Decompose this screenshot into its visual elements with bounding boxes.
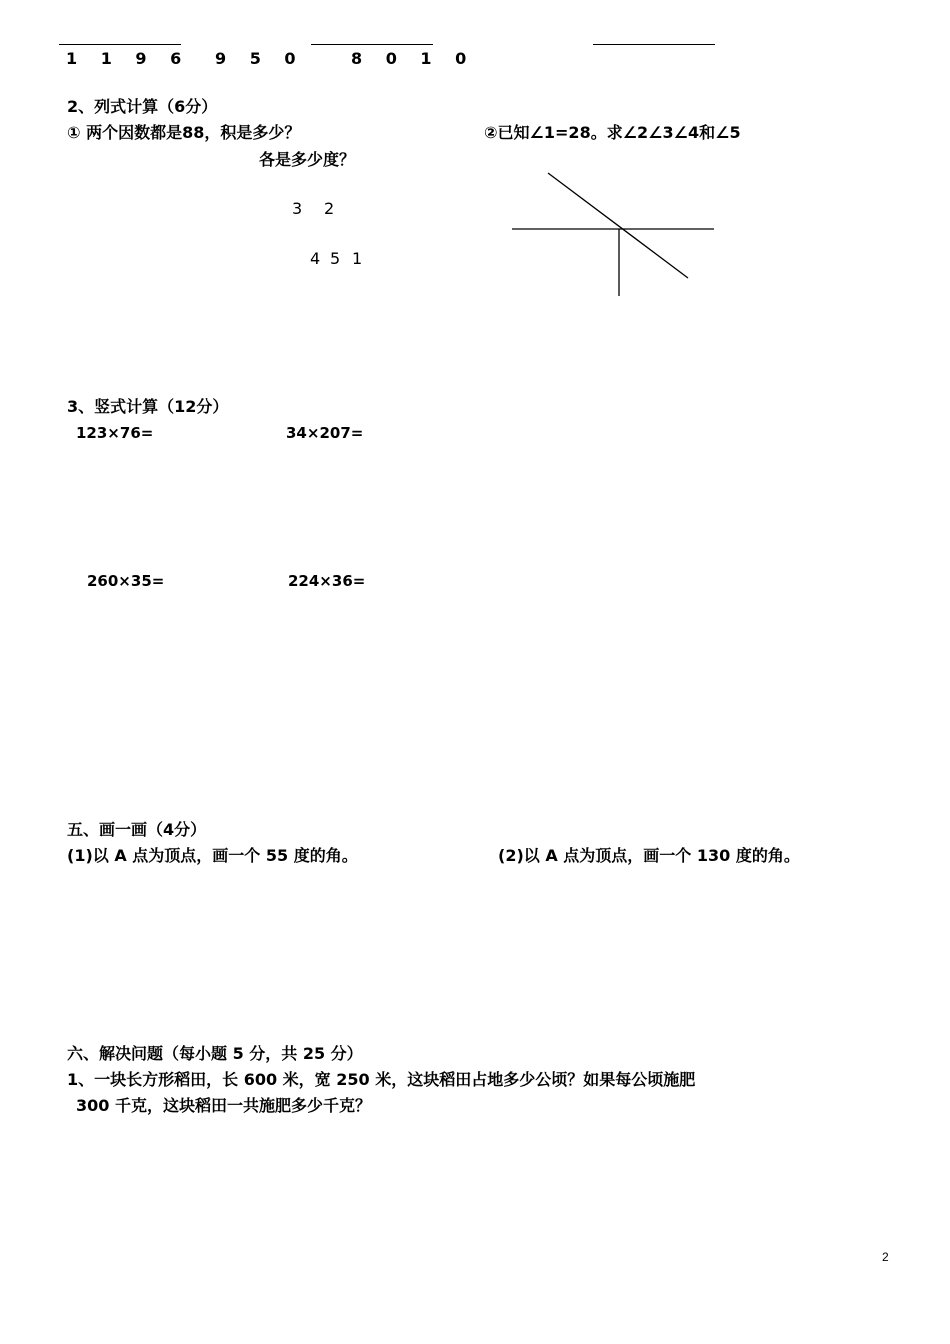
problem-224x36: 224×36= bbox=[288, 572, 366, 590]
section6-q1-line2: 300 千克，这块稻田一共施肥多少千克？ bbox=[76, 1096, 371, 1115]
angle-label-3: 3 bbox=[292, 199, 303, 218]
section2-q2-line1: ②已知∠1=28。求∠2∠3∠4和∠5 bbox=[484, 123, 741, 142]
section6-title: 六、解决问题（每小题 5 分，共 25 分） bbox=[67, 1044, 363, 1063]
top-number-1: 1 1 9 6 bbox=[66, 49, 191, 68]
section5-title: 五、画一画（4分） bbox=[67, 820, 207, 839]
problem-123x76: 123×76= bbox=[76, 424, 154, 442]
angle-label-4: 4 bbox=[310, 249, 321, 268]
angle-label-5: 5 bbox=[330, 249, 341, 268]
page-number: 2 bbox=[882, 1250, 889, 1264]
diagonal-line bbox=[548, 173, 688, 278]
top-number-2: 9 5 0 bbox=[215, 49, 305, 68]
problem-34x207: 34×207= bbox=[286, 424, 364, 442]
section5-q1: (1)以 A 点为顶点，画一个 55 度的角。 bbox=[67, 846, 358, 865]
angle-label-1: 1 bbox=[352, 249, 363, 268]
section2-q1-line2: 各是多少度？ bbox=[259, 150, 356, 169]
section3-title: 3、竖式计算（12分） bbox=[67, 397, 229, 416]
section6-q1-line1: 1、一块长方形稻田，长 600 米，宽 250 米，这块稻田占地多少公顷？如果每公顷施肥 bbox=[67, 1070, 696, 1089]
section2-q1-line1: ① 两个因数都是88，积是多少？ bbox=[67, 123, 301, 142]
top-number-3: 8 0 1 0 bbox=[351, 49, 476, 68]
section2-title: 2、列式计算（6分） bbox=[67, 97, 218, 116]
section5-q2: (2)以 A 点为顶点，画一个 130 度的角。 bbox=[498, 846, 800, 865]
angle-label-2: 2 bbox=[324, 199, 335, 218]
problem-260x35: 260×35= bbox=[87, 572, 165, 590]
